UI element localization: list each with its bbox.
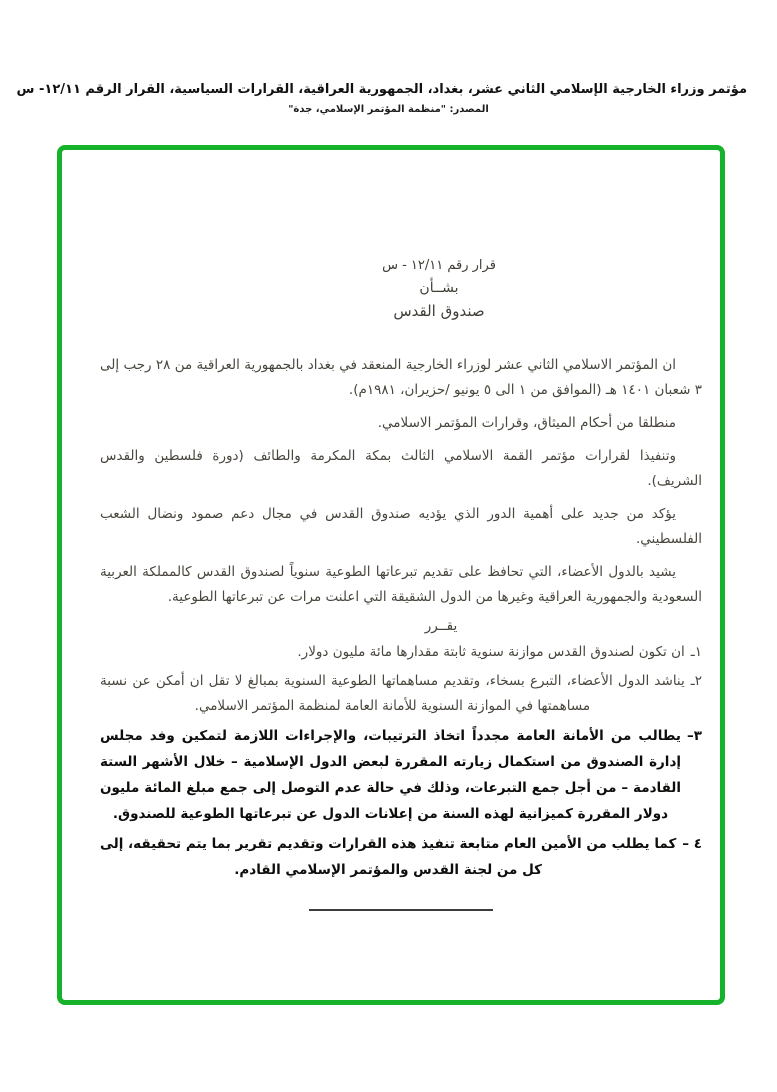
preamble-paragraph: وتنفيذا لقرارات مؤتمر القمة الاسلامي الثالث بمكة المكرمة والطائف (دورة فلسطين والقدس الشريف). [100,448,702,489]
resolution-title-block [138,254,740,323]
preamble-paragraph: ان المؤتمر الاسلامي الثاني عشر لوزراء الخارجية المنعقد في بغداد بالجمهورية العراقية من ٢٨ رجب إلى ٣ شعبان ١٤٠١ هـ (الموافق من ١ الى ٥ يونيو /حزيران، ١٩٨١م). [100,357,702,398]
subject-word: بشــأن [419,280,459,296]
document-header [16,82,747,115]
decision-text: ان تكون لصندوق القدس موازنة سنوية ثابتة مقدارها مائة مليون دولار. [297,644,685,660]
decision-item [100,669,702,719]
decision-text: يناشد الدول الأعضاء، التبرع بسخاء، وتقديم مساهماتها الطوعية السنوية بمبالغ لا تقل ان أمكن عن نسبة مساهمتها في الموازنة السنوية للأمانة العامة لمنظمة المؤتمر الاسلامي. [100,673,685,714]
decision-heading: يقــرر [424,618,458,634]
decision-item [100,640,702,665]
preamble-paragraph: يؤكد من جديد على أهمية الدور الذي يؤديه صندوق القدس في مجال دعم صمود ونضال الشعب الفلسطيني. [100,506,702,547]
decision-number: ٣– [687,728,702,744]
decision-item [100,831,702,883]
source-line: المصدر: "منظمة المؤتمر الإسلامي، جدة" [288,104,489,115]
decision-text: كما يطلب من الأمين العام متابعة تنفيذ هذه القرارات وتقديم تقرير بما يتم تحقيقه، إلى كل من لجنة القدس والمؤتمر الإسلامي القادم. [100,836,677,878]
fund-title: صندوق القدس [393,302,485,320]
decision-text: يطالب من الأمانة العامة مجدداً اتخاذ الترتيبات، والإجراءات اللازمة لتمكين وفد مجلس إدارة الصندوق من استكمال زيارته المقررة لبعض الدول الإسلامية – خلال الأشهر الستة القادمة – من أجل جمع التبرعات، وذلك في حالة عدم التوصل إلى جمع مبلغ المائة مليون دولار المقررة كميزانية لهذه السنة من إعلانات الدول عن تبرعاتها الطوعية للصندوق. [100,728,681,822]
resolution-number: قرار رقم ١٢/١١ - س [382,258,496,273]
separator-line [309,909,493,911]
decision-number: ١ـ [690,644,702,660]
decisions-list [100,640,702,883]
preamble-paragraph: يشيد بالدول الأعضاء، التي تحافظ على تقديم تبرعاتها الطوعية سنوياً لصندوق القدس كالمملكة العربية السعودية والجمهورية العراقية وغيرها من الدول الشقيقة التي اعلنت مرات عن تبرعاتها الطوعية. [100,564,702,605]
preamble-paragraph: منطلقا من أحكام الميثاق، وقرارات المؤتمر الاسلامي. [377,415,676,431]
conference-title: مؤتمر وزراء الخارجية الإسلامي الثاني عشر، بغداد، الجمهورية العراقية، القرارات السياسية، القرار الرقم ١٢/١١- س [16,82,747,97]
document-body [62,150,720,1000]
green-document-frame [57,145,725,1005]
decision-number: ٤ – [682,836,702,852]
decision-item [100,723,702,827]
decision-number: ٢ـ [690,673,702,689]
